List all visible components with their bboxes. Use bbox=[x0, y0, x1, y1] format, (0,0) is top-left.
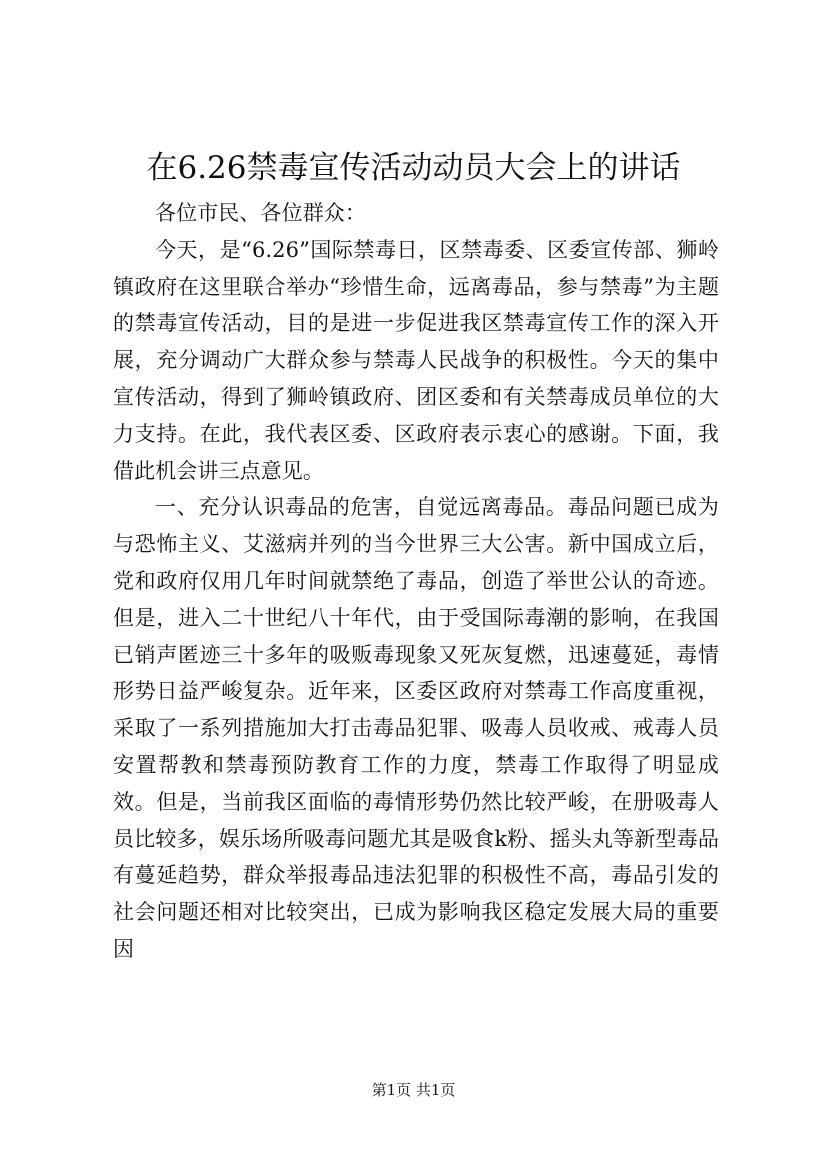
document-body bbox=[113, 195, 719, 968]
page-footer: 第1页 共1页 bbox=[371, 1081, 456, 1099]
intro-paragraph: 今天，是“6.26”国际禁毒日，区禁毒委、区委宣传部、狮岭镇政府在这里联合举办“珍惜生命，远离毒品，参与禁毒”为主题的禁毒宣传活动，目的是进一步促进我区禁毒宣传工作的深入开展，充分调动广大群众参与禁毒人民战争的积极性。今天的集中宣传活动，得到了狮岭镇政府、团区委和有关禁毒成员单位的大力支持。在此，我代表区委、区政府表示衷心的感谢。下面，我借此机会讲三点意见。 bbox=[113, 237, 719, 483]
salutation-paragraph: 各位市民、各位群众： bbox=[155, 201, 366, 225]
document-title: 在6.26禁毒宣传活动动员大会上的讲话 bbox=[146, 150, 681, 186]
section-one-paragraph: 一、充分认识毒品的危害，自觉远离毒品。毒品问题已成为与恐怖主义、艾滋病并列的当今世界三大公害。新中国成立后，党和政府仅用几年时间就禁绝了毒品，创造了举世公认的奇迹。但是，进入二十世纪八十年代，由于受国际毒潮的影响，在我国已销声匿迹三十多年的吸贩毒现象又死灰复燃，迅速蔓延，毒情形势日益严峻复杂。近年来，区委区政府对禁毒工作高度重视，采取了一系列措施加大打击毒品犯罪、吸毒人员收戒、戒毒人员安置帮教和禁毒预防教育工作的力度，禁毒工作取得了明显成效。但是，当前我区面临的毒情形势仍然比较严峻，在册吸毒人员比较多，娱乐场所吸毒问题尤其是吸食k粉、摇头丸等新型毒品有蔓延趋势，群众举报毒品违法犯罪的积极性不高，毒品引发的社会问题还相对比较突出，已成为影响我区稳定发展大局的重要因 bbox=[113, 495, 719, 961]
